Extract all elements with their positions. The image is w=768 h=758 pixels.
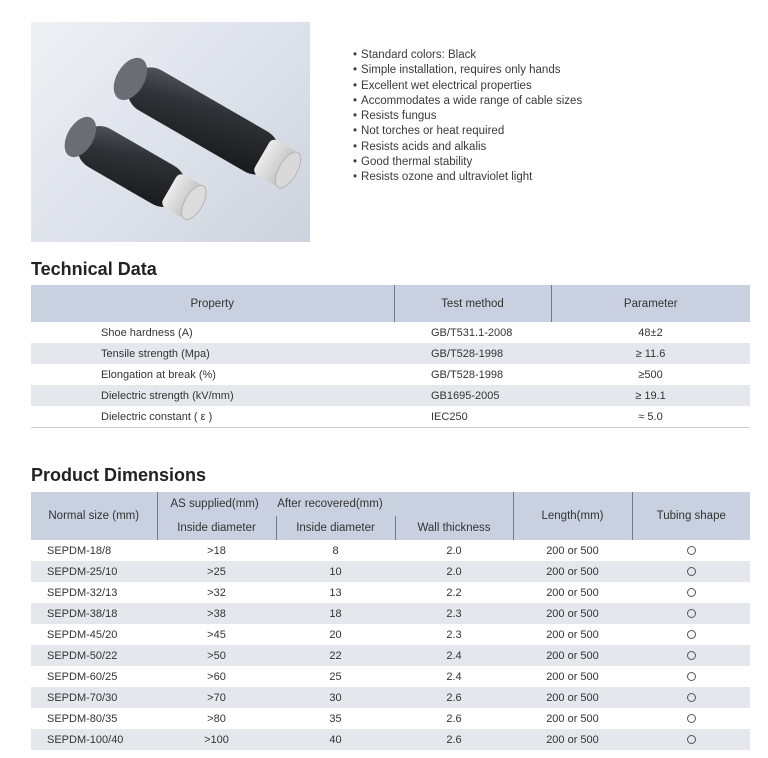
cell-tubing-shape [632, 603, 750, 624]
circle-outline-icon [687, 588, 696, 597]
cell-inside-diameter-recovered: 18 [276, 603, 395, 624]
feature-item: • Excellent wet electrical properties [353, 79, 582, 94]
cell-tubing-shape [632, 666, 750, 687]
product-photo [31, 22, 310, 242]
cell-property: Shoe hardness (A) [101, 326, 193, 339]
table-row [31, 666, 750, 687]
cell-property: Elongation at break (%) [101, 368, 216, 381]
cell-length: 200 or 500 [513, 645, 632, 666]
cell-inside-diameter-recovered: 35 [329, 712, 342, 725]
table-row [31, 708, 750, 729]
cell-test-method: GB/T531.1-2008 [431, 326, 513, 339]
cell-inside-diameter-recovered: 20 [329, 628, 342, 641]
header-parameter: Parameter [551, 285, 750, 322]
feature-item: • Not torches or heat required [353, 124, 582, 139]
cell-tubing-shape [632, 687, 750, 708]
table-header-row [31, 285, 750, 322]
feature-item: • Resists acids and alkalis [353, 140, 582, 155]
cell-inside-diameter-recovered: 30 [276, 687, 395, 708]
cell-length: 200 or 500 [513, 729, 632, 750]
cell-property: Dielectric strength (kV/mm) [31, 385, 394, 406]
circle-outline-icon [687, 651, 696, 660]
header-property: Property [31, 285, 394, 322]
header-inside-diameter-recovered: Inside diameter [276, 516, 395, 540]
cell-normal-size: SEPDM-18/8 [47, 544, 112, 557]
cell-inside-diameter-recovered: 40 [276, 729, 395, 750]
header-wall-thickness: Wall thickness [395, 516, 513, 540]
table-row [31, 603, 750, 624]
cell-wall-thickness: 2.2 [446, 586, 462, 599]
header-normal-size: Normal size (mm) [31, 492, 157, 540]
cell-normal-size: SEPDM-70/30 [31, 687, 157, 708]
cell-normal-size: SEPDM-25/10 [31, 561, 157, 582]
cell-parameter: ≥ 19.1 [551, 385, 750, 406]
table-row [31, 729, 750, 750]
cell-inside-diameter-recovered: 25 [329, 670, 342, 683]
cell-wall-thickness: 2.0 [395, 561, 513, 582]
circle-outline-icon [687, 630, 696, 639]
header-test-method: Test method [394, 285, 551, 322]
cell-inside-diameter-supplied: >60 [207, 670, 226, 683]
cell-parameter: ≥500 [638, 368, 663, 381]
cell-parameter: ≥ 11.6 [551, 343, 750, 364]
cell-normal-size: SEPDM-80/35 [47, 712, 118, 725]
cell-inside-diameter-recovered: 22 [276, 645, 395, 666]
cell-test-method: GB1695-2005 [394, 385, 551, 406]
cell-normal-size: SEPDM-38/18 [31, 603, 157, 624]
header-inside-diameter-supplied: Inside diameter [157, 516, 276, 540]
circle-outline-icon [687, 672, 696, 681]
cell-inside-diameter-supplied: >100 [157, 729, 276, 750]
header-diameter-group: AS supplied(mm) After recovered(mm) [157, 492, 513, 516]
table-row [31, 322, 750, 343]
table-row [31, 645, 750, 666]
cell-inside-diameter-supplied: >18 [207, 544, 226, 557]
circle-outline-icon [687, 714, 696, 723]
cell-tubing-shape [632, 729, 750, 750]
cell-length: 200 or 500 [546, 586, 599, 599]
cell-inside-diameter-supplied: >80 [207, 712, 226, 725]
cell-inside-diameter-supplied: >32 [207, 586, 226, 599]
cell-length: 200 or 500 [513, 561, 632, 582]
cell-test-method: GB/T528-1998 [394, 343, 551, 364]
cell-wall-thickness: 2.6 [395, 687, 513, 708]
cold-shrink-tubes-illustration [31, 22, 310, 242]
circle-outline-icon [687, 546, 696, 555]
cell-wall-thickness: 2.4 [446, 670, 462, 683]
cell-wall-thickness: 2.4 [395, 645, 513, 666]
cell-tubing-shape [632, 582, 750, 603]
table-header-row [31, 492, 750, 516]
cell-tubing-shape [632, 645, 750, 666]
cell-tubing-shape [632, 561, 750, 582]
cell-inside-diameter-recovered: 8 [332, 544, 339, 557]
cell-inside-diameter-recovered: 13 [329, 586, 342, 599]
feature-item: • Standard colors: Black [353, 48, 582, 63]
cell-inside-diameter-supplied: >70 [157, 687, 276, 708]
cell-inside-diameter-supplied: >45 [207, 628, 226, 641]
cell-wall-thickness: 2.3 [395, 603, 513, 624]
table-row [31, 385, 750, 406]
cell-inside-diameter-supplied: >25 [157, 561, 276, 582]
cell-parameter: 48±2 [638, 326, 663, 339]
cell-property: Dielectric constant ( ε ) [31, 406, 394, 428]
cell-length: 200 or 500 [513, 603, 632, 624]
cell-inside-diameter-supplied: >38 [157, 603, 276, 624]
cell-normal-size: SEPDM-60/25 [47, 670, 118, 683]
table-row [31, 687, 750, 708]
table-row [31, 624, 750, 645]
product-dimensions-title: Product Dimensions [31, 465, 207, 485]
cell-length: 200 or 500 [513, 687, 632, 708]
circle-outline-icon [687, 735, 696, 744]
technical-data-table [31, 285, 750, 428]
feature-item: • Simple installation, requires only hands [353, 63, 582, 78]
cell-test-method: IEC250 [394, 406, 551, 428]
cell-tubing-shape [632, 708, 750, 729]
feature-item: • Resists fungus [353, 109, 582, 124]
cell-tubing-shape [632, 540, 750, 561]
cell-wall-thickness: 2.6 [446, 712, 462, 725]
cell-property: Tensile strength (Mpa) [31, 343, 394, 364]
header-length: Length(mm) [513, 492, 632, 540]
table-row [31, 540, 750, 561]
table-row [31, 364, 750, 385]
cell-normal-size: SEPDM-50/22 [31, 645, 157, 666]
table-row [31, 343, 750, 364]
cell-normal-size: SEPDM-32/13 [47, 586, 118, 599]
cell-tubing-shape [632, 624, 750, 645]
feature-item: • Accommodates a wide range of cable sizes [353, 94, 582, 109]
feature-item: • Good thermal stability [353, 155, 582, 170]
cell-length: 200 or 500 [546, 544, 599, 557]
cell-length: 200 or 500 [546, 628, 599, 641]
table-row [31, 561, 750, 582]
cell-normal-size: SEPDM-45/20 [47, 628, 118, 641]
table-row [31, 406, 750, 428]
cell-length: 200 or 500 [546, 712, 599, 725]
cell-test-method: GB/T528-1998 [431, 368, 504, 381]
circle-outline-icon [687, 567, 696, 576]
table-row [31, 582, 750, 603]
feature-item: • Resists ozone and ultraviolet light [353, 170, 582, 185]
header-tubing-shape: Tubing shape [632, 492, 750, 540]
features-list [353, 48, 582, 186]
cell-inside-diameter-supplied: >50 [157, 645, 276, 666]
product-dimensions-table [31, 492, 750, 750]
circle-outline-icon [687, 609, 696, 618]
cell-wall-thickness: 2.0 [446, 544, 462, 557]
cell-normal-size: SEPDM-100/40 [31, 729, 157, 750]
cell-inside-diameter-recovered: 10 [276, 561, 395, 582]
technical-data-title: Technical Data [31, 259, 157, 279]
cell-parameter: ≈ 5.0 [551, 406, 750, 428]
cell-length: 200 or 500 [546, 670, 599, 683]
circle-outline-icon [687, 693, 696, 702]
cell-wall-thickness: 2.3 [446, 628, 462, 641]
cell-wall-thickness: 2.6 [395, 729, 513, 750]
